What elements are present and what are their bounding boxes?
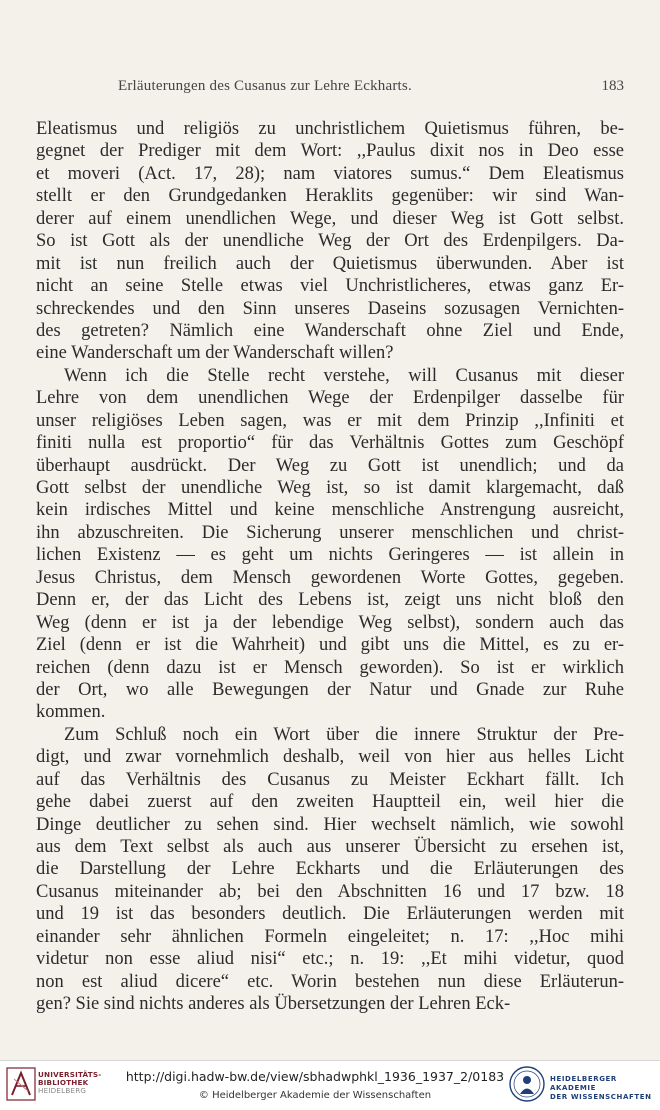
academy-seal-icon[interactable]	[508, 1065, 546, 1103]
text-line: die Darstellung der Lehre Eckharts und die Erläuterungen des	[36, 859, 624, 880]
text-line: et moveri (Act. 17, 28); nam viatores sumus.“ Dem Eleatismus	[36, 163, 624, 184]
running-title: Erläuterungen des Cusanus zur Lehre Eckharts.	[118, 78, 412, 94]
text-line: reichen (denn dazu ist er Mensch geworden). So ist er wirklich	[36, 657, 624, 678]
text-line: derer auf einem unendlichen Wege, und dieser Weg ist Gott selbst.	[36, 208, 624, 229]
university-library-logo[interactable]	[6, 1067, 36, 1101]
running-head	[36, 78, 624, 100]
text-line: Cusanus miteinander ab; bei den Abschnitten 16 und 17 bzw. 18	[36, 881, 624, 902]
text-line: lichen Existenz — es geht um nichts Geringeres — ist allein in	[36, 545, 624, 566]
text-line: digt, und zwar vornehmlich deshalb, weil von hier aus helles Licht	[36, 747, 624, 768]
text-line: kein irdisches Mittel und keine menschliche Anstrengung ausreicht,	[36, 500, 624, 521]
text-line: des getreten? Nämlich eine Wanderschaft ohne Ziel und Ende,	[36, 320, 624, 341]
library-line-1: UNIVERSITÄTS-	[38, 1070, 102, 1079]
text-line: stellt er den Grundgedanken Heraklits gegenüber: wir sind Wan-	[36, 186, 624, 207]
text-line: finiti nulla est proportio“ für das Verhältnis Gottes zum Geschöpf	[36, 433, 624, 454]
text-line: Ziel (denn er ist die Wahrheit) und gibt uns die Mittel, es zu er-	[36, 635, 624, 656]
text-line: Weg (denn er ist ja der lebendige Weg selbst), sondern auch das	[36, 612, 624, 633]
text-line: aus dem Text selbst als auch aus unserer Übersicht zu ersehen ist,	[36, 837, 624, 857]
text-line: So ist Gott als der unendliche Weg der Ort des Erdenpilgers. Da-	[36, 231, 624, 252]
text-line: überhaupt ausdrückt. Der Weg zu Gott ist unendlich; und da	[36, 455, 624, 476]
text-line: Gott selbst der unendliche Weg ist, so ist damit klargemacht, daß	[36, 478, 624, 498]
text-line: Dinge deutlicher zu sehen sind. Hier wechselt nämlich, wie sowohl	[36, 814, 624, 835]
text-line: kommen.	[36, 702, 106, 723]
academy-name	[550, 1075, 660, 1102]
text-line: Lehre von dem unendlichen Wege der Erdenpilger dasselbe für	[36, 388, 624, 409]
text-line: non est aliud dicere“ etc. Worin bestehen nun diese Erläuterun-	[36, 971, 624, 992]
text-line: eine Wanderschaft um der Wanderschaft willen?	[36, 343, 394, 364]
text-line: auf das Verhältnis des Cusanus zu Meister Eckhart fällt. Ich	[36, 769, 624, 790]
text-line: Denn er, der das Licht des Lebens ist, zeigt uns nicht bloß den	[36, 590, 624, 611]
text-line: nicht an seine Stelle etwas viel Unchristlicheres, etwas ganz Er-	[36, 276, 624, 297]
text-line: Jesus Christus, dem Mensch gewordenen Worte Gottes, gegeben.	[36, 567, 624, 588]
viewer-footer	[0, 1060, 660, 1110]
text-line: videtur non esse aliud nisi“ etc.; n. 19: ,,Et mihi videtur, quod	[36, 949, 624, 970]
text-line: gen? Sie sind nichts anderes als Übersetzungen der Lehren Eck-	[36, 994, 511, 1015]
text-line: schreckendes und den Sinn unseres Daseins sozusagen Vernichten-	[36, 298, 624, 319]
university-library-name	[38, 1071, 101, 1095]
text-line: Eleatismus und religiös zu unchristlichem Quietismus führen, be-	[36, 119, 624, 139]
academy-line-1: HEIDELBERGER AKADEMIE	[550, 1075, 617, 1092]
text-line: Wenn ich die Stelle recht verstehe, will Cusanus mit dieser	[64, 365, 624, 386]
text-line: mit ist nun freilich auch der Quietismus überwunden. Aber ist	[36, 253, 624, 274]
text-line: einander sehr ähnlichen Formeln eingeleitet; n. 17: ,,Hoc mihi	[36, 926, 624, 947]
academy-line-2: DER WISSENSCHAFTEN	[550, 1093, 652, 1101]
library-line-2: BIBLIOTHEK	[38, 1078, 89, 1087]
text-line: unser religiöses Leben sagen, was er mit dem Prinzip ,,Infiniti et	[36, 410, 624, 431]
copyright-notice: © Heidelberger Akademie der Wissenschaften	[198, 1090, 432, 1101]
text-line: gegnet der Prediger mit dem Wort: ,,Paulus dixit nos in Deo esse	[36, 141, 624, 162]
text-line: Zum Schluß noch ein Wort über die innere Struktur der Pre-	[64, 724, 624, 745]
text-line: gehe dabei zuerst auf den zweiten Hauptteil ein, weil hier die	[36, 792, 624, 813]
text-line: ihn abzuschreiten. Die Sicherung unserer menschlichen und christ-	[36, 522, 624, 543]
body-text	[36, 118, 624, 1016]
permalink-url[interactable]: http://digi.hadw-bw.de/view/sbhadwphkl_1936_1937_2/0183	[125, 1069, 505, 1084]
text-line: und 19 ist das besonders deutlich. Die Erläuterungen werden mit	[36, 904, 624, 925]
library-line-3: HEIDELBERG	[38, 1086, 87, 1095]
page-number: 183	[601, 78, 624, 94]
text-line: der Ort, wo alle Bewegungen der Natur und Gnade zur Ruhe	[36, 679, 624, 700]
